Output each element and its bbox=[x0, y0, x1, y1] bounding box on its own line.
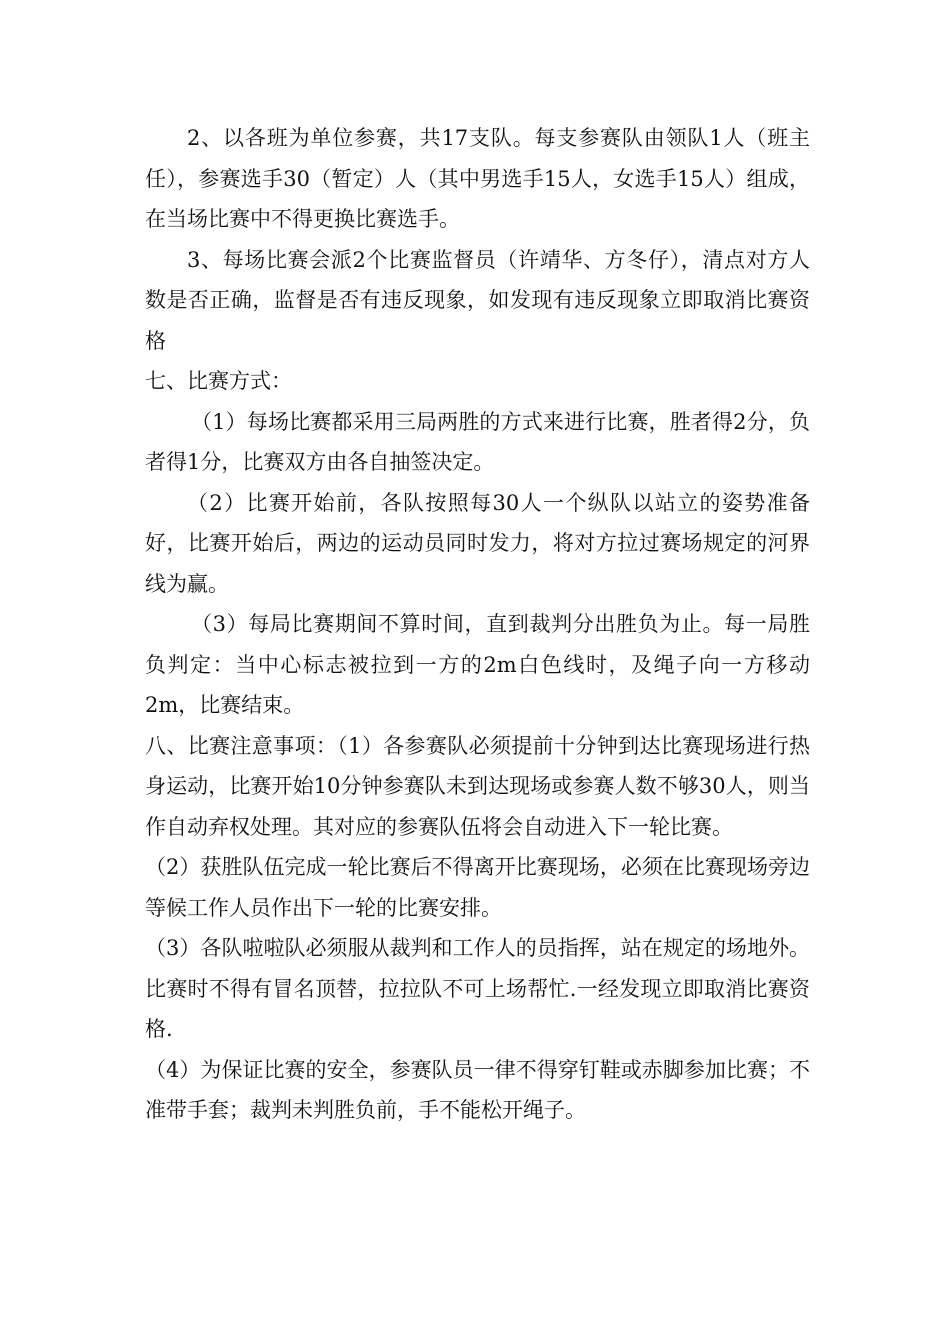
paragraph-method-1: （1）每场比赛都采用三局两胜的方式来进行比赛，胜者得2分，负者得1分，比赛双方由各自抽签决定。 bbox=[145, 409, 810, 474]
paragraph-method-2: （2）比赛开始前，各队按照每30人一个纵队以站立的姿势准备好，比赛开始后，两边的运动员同时发力，将对方拉过赛场规定的河界线为赢。 bbox=[145, 490, 810, 596]
paragraph-team-composition: 2、以各班为单位参赛，共17支队。每支参赛队由领队1人（班主任），参赛选手30（暂定）人（其中男选手15人，女选手15人）组成，在当场比赛中不得更换比赛选手。 bbox=[145, 126, 810, 231]
paragraph-notice-3: （3）各队啦啦队必须服从裁判和工作人的员指挥，站在规定的场地外。比赛时不得有冒名顶替，拉拉队不可上场帮忙.一经发现立即取消比赛资格. bbox=[145, 936, 810, 1041]
paragraph-notice-1: 八、比赛注意事项：（1）各参赛队必须提前十分钟到达比赛现场进行热身运动，比赛开始10分钟参赛队未到达现场或参赛人数不够30人，则当作自动弃权处理。其对应的参赛队伍将会自动进入下一轮比赛。 bbox=[145, 733, 810, 839]
document-body bbox=[145, 118, 810, 1131]
paragraph-supervisors: 3、每场比赛会派2个比赛监督员（许靖华、方冬仔），清点对方人数是否正确，监督是否有违反现象，如发现有违反现象立即取消比赛资格 bbox=[145, 247, 810, 353]
section-heading-competition-method: 七、比赛方式： bbox=[145, 369, 292, 393]
paragraph-notice-2: （2）获胜队伍完成一轮比赛后不得离开比赛现场，必须在比赛现场旁边等候工作人员作出下一轮的比赛安排。 bbox=[145, 855, 810, 920]
paragraph-notice-4: （4）为保证比赛的安全，参赛队员一律不得穿钉鞋或赤脚参加比赛；不准带手套；裁判未判胜负前，手不能松开绳子。 bbox=[145, 1057, 810, 1122]
paragraph-method-3: （3）每局比赛期间不算时间，直到裁判分出胜负为止。每一局胜负判定：当中心标志被拉到一方的2m白色线时，及绳子向一方移动2m，比赛结束。 bbox=[145, 612, 810, 717]
